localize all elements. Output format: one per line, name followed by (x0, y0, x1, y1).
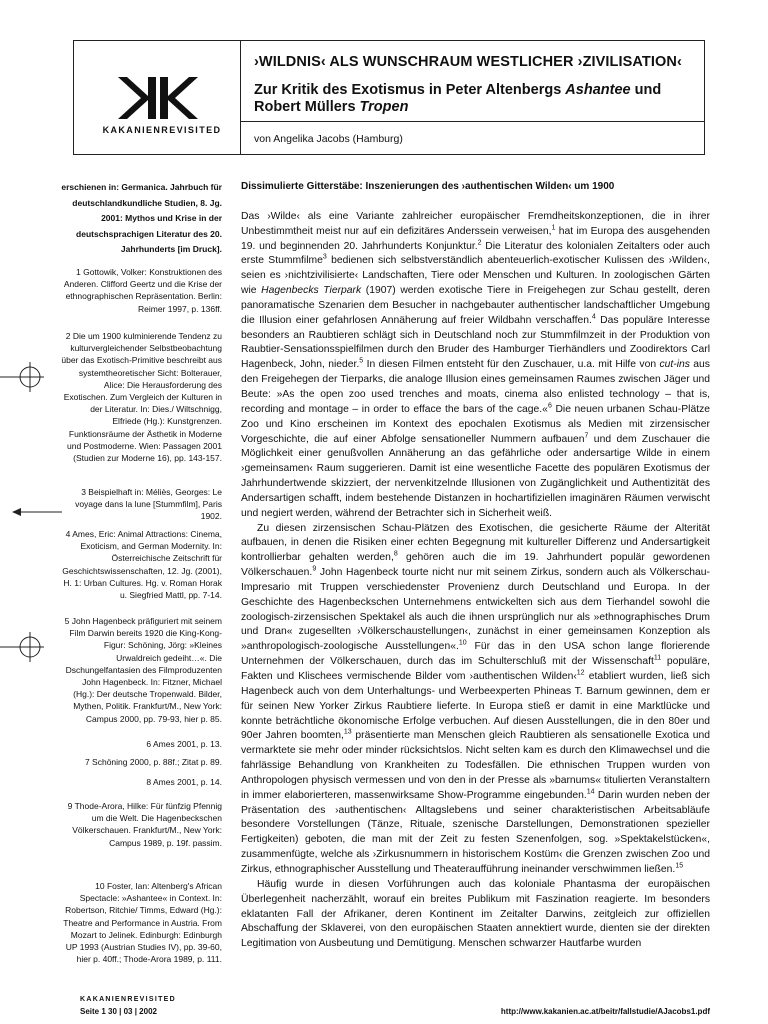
footnote-4: 4 Ames, Eric: Animal Attractions: Cinema, Exoticism, and German Modernity. In: Österreichische Zeitschrift für Geschichtswissenschaften, 12. Jg. (2001), H. 1: Urban Cultures. Hg. v. Roman Horak u. Siegfried Mattl, pp. 7-14. (62, 529, 222, 601)
footnote-6: 6 Ames 2001, p. 13. (146, 739, 222, 749)
kakanien-logo-icon (118, 77, 198, 119)
registration-mark-icon (0, 632, 44, 662)
footnote-8: 8 Ames 2001, p. 14. (146, 777, 222, 787)
paragraph-2: Zu diesen zirzensischen Schau-Plätzen des Exotischen, die gesicherte Räume der Alterität aufbauen, in denen die Risiken einer echten Begegnung mit kultureller Differenz und Andersartigkeit kontrollierbar gehalten werden,$^8$ gehören auch die im 19. Jahrhundert populär gewordenen Völkerschauen.$^9$ John Hagenbeck tourte nicht nur mit seinem Zirkus, sondern auch als Völkerschau-Impresario mit Truppen verschiedenster Provenienz durch Deutschland und Europa. In der Geschichte des Hagenbeckschen Unternehmens entwickelten sich aus dem Tierhandel sowohl die zoologisch-zirzensischen Spektakel als auch die ihnen ursprünglich nur als »ethnographisches Drum und Dran« zugesellten ›Völkerschaustellungen‹, zunächst in einer gemeinsamen Konzeption als »anthropologisch-zoologische Ausstellungen«.$^{10}$ Für das in den USA schon lange florierende Unternehmen der Völkerschauen, durch das im Schulterschluß mit der Wissenschaft$^{11}$ populäre, Fakten und Klischees vermischende Bilder vom ›authentischen Wilden‹$^{12}$ etabliert wurden, ließ sich Hagenbeck auch von dem Unterhaltungs- und Werbeexperten Phineas T. Barnum gewinnen, dem er für seinen New Yorker Zirkus Raubtiere lieferte. In Europa stieß er damit in eine Marktlücke und konnte beträchtliche ökonomische Erfolge verbuchen. Auf diesen Ausstellungen, die in den 80er und 90er Jahren boomten,$^{13}$ präsentierte man Menschen gleich Raubtieren als sensationelle Exotica und vermarktete sie mehr oder minder rücksichtslos. Nicht selten kam es durch den Klimawechsel und die fahrlässige Behandlung von Krankheiten zu Todesfällen. Die ethnischen Truppen wurden von Anthropologen physisch vermessen und von den in der Presse als »barnums« titulierten Veranstaltern in immer elaborierteren, massenwirksame Show-Programme eingebunden.$^{14}$ Darin wurden neben der Präsentation des ›authentischen‹ Alltagslebens und seiner charakteristischen Arbeitsabläufe besondere Vorstellungen (Tänze, Rituale, szenische Darstellungen, Demonstrationen spezieller Fertigkeiten) geboten, die man mit der Zeit zu festen Szenenfolgen, sog. »Spektakelstücken«, zusammenfügte, welche als ›Zirkusnummern in historischem Kostüm‹ die Grenzen zwischen Zoo und Zirkus, ethnographischer Ausstellung und Theateraufführung ineinander verschwimmen ließen.$^{15}$ (241, 522, 711, 875)
footnote-1: 1 Gottowik, Volker: Konstruktionen des Anderen. Clifford Geertz und die Krise der ethnographischen Repräsentation. Berlin: Reimer 1997, p. 136ff. (63, 267, 222, 314)
title-divider (240, 121, 704, 122)
footnote-2: 2 Die um 1900 kulminierende Tendenz zu kulturvergleichender Selbstbeobachtung über das Exotisch-Primitive beschreibt aus systemtheoretischer Sicht: Bolterauer, Alice: Die Herausforderung des Exotischen. Zum Vergleich der Kulturen in der Literatur. In: Dies./ Wiltschnigg, Elfriede (Hg.): Kunstgrenzen. Funktionsräume der Ästhetik in Moderne und Postmoderne. Wien: Passagen 2001 (Studien zur Moderne 16), pp. 143-157. (61, 331, 222, 464)
footer-brand: KAKANIENREVISITED (80, 996, 176, 1003)
title-area (254, 54, 694, 116)
footnote-9: 9 Thode-Arora, Hilke: Für fünfzig Pfennig um die Welt. Die Hagenbeckschen Völkerschauen. Frankfurt/M., New York: Campus 1989, p. 19f. passim. (67, 801, 222, 848)
logo-cell (74, 41, 241, 154)
publication-note: erschienen in: Germanica. Jahrbuch für deutschlandkundliche Studien, 8. Jg. 2001: Mythos und Krise in der deutschsprachigen Literatur des 20. Jahrhunderts [im Druck]. (61, 182, 222, 254)
footer-page-info: Seite 1 30 | 03 | 2002 (80, 1007, 157, 1016)
footer-url-link[interactable]: http://www.kakanien.ac.at/beitr/fallstudie/AJacobs1.pdf (500, 1007, 710, 1016)
footnote-10: 10 Foster, Ian: Altenberg's African Spectacle: »Ashantee« in Context. In: Robertson, Ritchie/ Timms, Edward (Hg.): Theatre and Performance in Austria. From Mozart to Jelinek. Edinburgh: Edinburgh UP 1993 (Austrian Studies IV), pp. 39-60, hier p. 40ff.; Thode-Arora 1989, p. 111. (63, 881, 222, 965)
footnote-5: 5 John Hagenbeck präfiguriert mit seinem Film Darwin bereits 1920 die King-Kong-Figur: Schöning, Jörg: »Kleines Urwaldreich gedeiht…«. Die Dschungelfantasien des Filmproduzenten John Hagenbeck. In: Fitzner, Michael (Hg.): Der deutsche Tropenwald. Bilder, Mythen, Politik. Frankfurt/M., New York: Campus 2000, pp. 79-93, hier p. 85. (64, 616, 222, 724)
registration-mark-icon (0, 362, 44, 392)
article-subtitle: Zur Kritik des Exotismus in Peter Altenbergs Ashantee und Robert Müllers Tropen (254, 82, 662, 115)
footnote-3: 3 Beispielhaft in: Méliès, Georges: Le voyage dans la lune [Stummfilm], Paris 1902. (75, 487, 222, 522)
paragraph-1: Das ›Wilde‹ als eine Variante zahlreicher europäischer Fremdheitskonzeptionen, die in ihrer Unbestimmtheit meist nur auf ein defizitäres Anderssein verweisen,$^1$ hat im Europa des ausgehenden 19. und beginnenden 20. Jahrhunderts Konjunktur.$^2$ Die Literatur des kolonialen Zeitalters oder auch erste Stummfilme$^3$ bedienen sich selbstverständlich abenteuerlich-exotischer Kulissen des ›Wilden‹, seien es ›nichtzivilisierte‹ Landschaften, Tiere oder Menschen und Kulturen. In zoologischen Gärten wie Hagenbecks Tierpark (1907) werden exotische Tiere in Freigehegen zur Schau gestellt, deren panoramatische Szenarien dem Besucher in nachgebauter authentischer landschaftlicher Umgebung die Illusion einer gefahrlosen Annäherung auf freier Wildbahn verschaffen.$^4$ Das populäre Interesse besonders an Raubtieren schlägt sich in Deutschland noch zur Stummfilmzeit in der Produktion von Raubtier-Sensationsspielfilmen durch den Bruder des Hamburger Tierhändlers und Zoodirektors Carl Hagenbeck, John, nieder.$^5$ In diesen Filmen entsteht für den Zuschauer, u.a. mit Hilfe von cut-ins aus den Freigehegen der Tierparks, die analoge Illusion eines gemeinsamen Raumes zwischen Jäger und Beute: »As the open zoo used trenches and moats, cinema also enlisted technology – that is, recording and montage – in order to efface the bars of the cage.«$^6$ Die neuen urbanen Schau-Plätze Zoo und Kino erscheinen im Kontext des epochalen Exotismus als Medien mit zirzensischer Vorgeschichte, die auf einer Abfolge sensationeller Nummern aufbauen$^7$ und dem Zuschauer die Möglichkeit einer genußvollen Annäherung an das gefährliche oder andersartige Wilde in einem ›gemeinsamen‹ Raum suggerieren. Damit ist eine wesentliche Facette des populären Exotismus der Jahrhundertwende skizziert, der nervenkitzelnde Illusionen von Zugänglichkeit und Authentizität des Andersartigen schafft, indem bestehende Distanzen in hochartifiziellen imaginären Räumen verwischt und negiert werden, während der Betrachter sich in Sicherheit weiß. (241, 210, 710, 519)
paragraph-3: Häufig wurde in diesen Vorführungen auch das koloniale Phantasma der europäischen Überlegenheit nacherzählt, worauf ein breites Publikum mit Faszination reagierte. Im besonders eklatanten Fall der Afrikaner, deren Kontinent im Zeitalter Darwins, zeitgleich zur offiziellen Abschaffung der Sklaverei, von den europäischen Staaten annektiert wurde, dienten sie der direkten Legitimation von Ausbeutung und Demütigung. Menschen schwarzer Hautfarbe wurden (241, 878, 710, 950)
header-box (73, 40, 705, 155)
logo-wordmark: KAKANIENREVISITED (102, 125, 222, 135)
section-heading: Dissimulierte Gitterstäbe: Inszenierungen des ›authentischen Wilden‹ um 1900 (241, 181, 615, 192)
footnote-7: 7 Schöning 2000, p. 88f.; Zitat p. 89. (84, 757, 222, 767)
main-text (241, 180, 710, 952)
article-author: von Angelika Jacobs (Hamburg) (254, 133, 403, 145)
article-title: ›WILDNIS‹ ALS WUNSCHRAUM WESTLICHER ›ZIVILISATION‹ (254, 54, 682, 70)
arrow-left-icon (12, 505, 62, 519)
